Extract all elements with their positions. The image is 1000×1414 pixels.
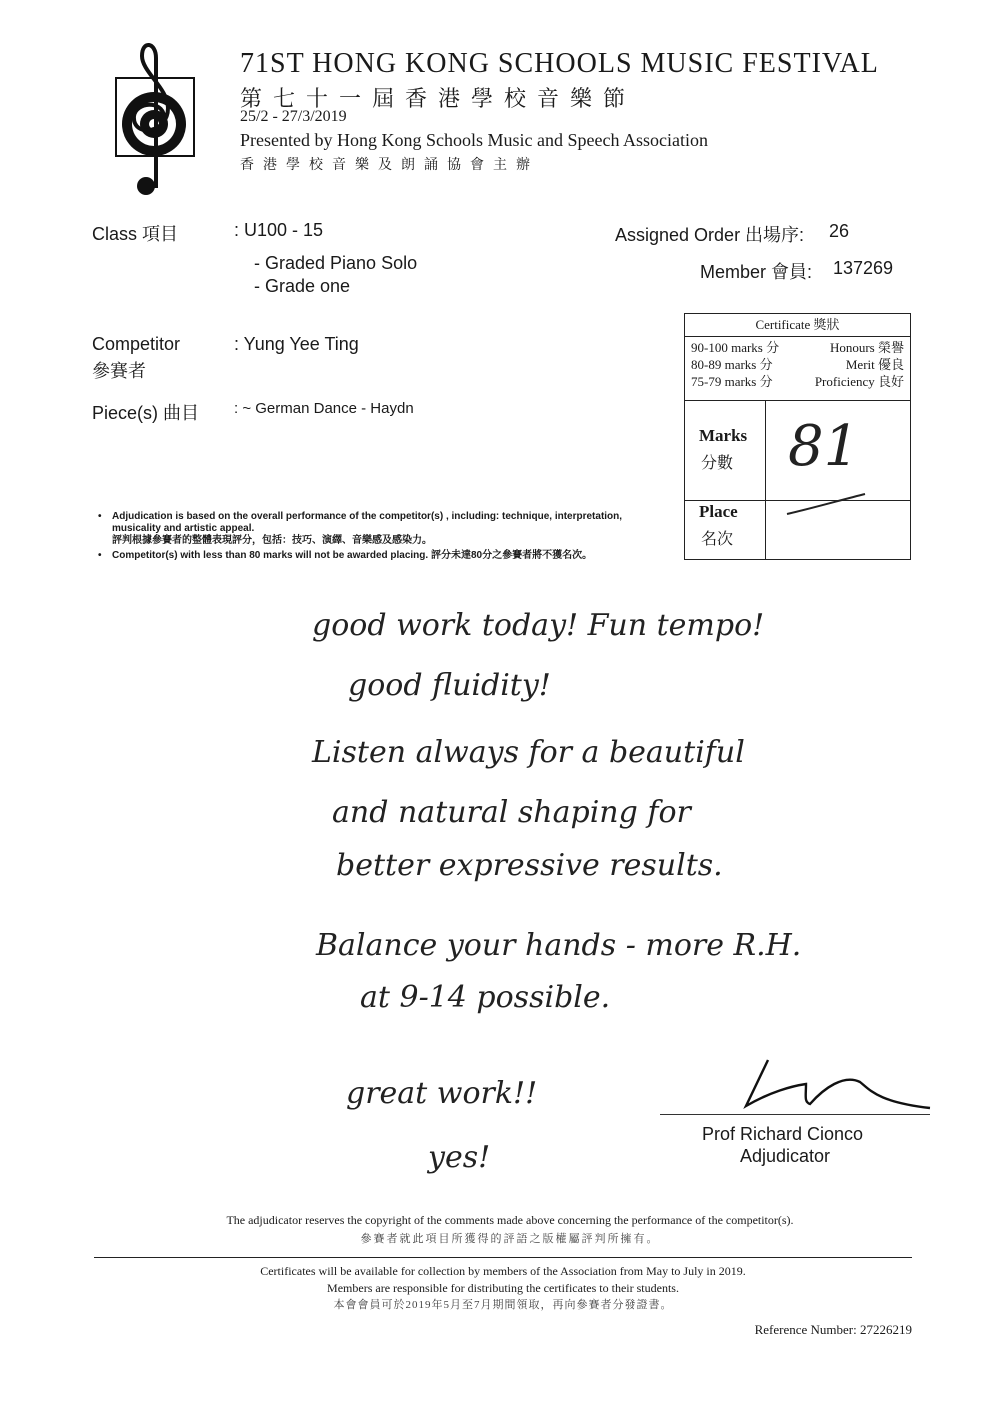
comment-line: Balance your hands - more R.H. — [316, 928, 802, 963]
certificate-range: 90-100 marks 分 — [691, 340, 780, 355]
footer-copyright-zh: 參賽者就此項目所獲得的評語之版權屬評判所擁有。 — [360, 1233, 660, 1245]
reference-number: Reference Number: 27226219 — [754, 1322, 912, 1337]
member-value: 137269 — [833, 258, 894, 278]
comment-line: Listen always for a beautiful — [312, 735, 745, 770]
pieces-label: Piece(s) 曲目 — [92, 403, 200, 423]
place-label: Place — [699, 502, 738, 521]
festival-title: 71ST HONG KONG SCHOOLS MUSIC FESTIVAL — [240, 48, 879, 79]
certificate-award: Proficiency 良好 — [814, 374, 904, 389]
certificate-column-divider — [765, 400, 766, 559]
note-text: Adjudication is based on the overall performance of the competitor(s) , including: technique, interpretation, musicality and artistic appeal. — [112, 511, 623, 534]
festival-logo — [112, 38, 196, 198]
adjudication-notes — [98, 511, 668, 562]
certificate-title: Certificate 獎狀 — [685, 314, 910, 337]
class-detail-1: - Graded Piano Solo — [254, 253, 418, 273]
comment-line: better expressive results. — [336, 848, 723, 883]
footer-collection-note: Certificates will be available for collection by members of the Association from May to July in 2019. — [260, 1264, 746, 1278]
festival-title-zh: 第七十一屆香港學校音樂節 — [240, 86, 637, 111]
comment-line: great work!! — [346, 1076, 538, 1111]
certificate-award: Merit 優良 — [845, 357, 904, 372]
comment-line: yes! — [428, 1140, 491, 1175]
festival-presenter-zh: 香港學校音樂及朗誦協會主辦 — [240, 158, 539, 173]
marks-label-zh: 分數 — [701, 455, 734, 472]
competitor-label: Competitor — [92, 334, 181, 354]
bullet-icon: • — [98, 550, 102, 561]
comment-line: and natural shaping for — [332, 795, 691, 830]
order-label: Assigned Order 出場序: — [615, 225, 805, 245]
certificate-row — [691, 356, 904, 373]
note-item — [98, 511, 668, 547]
festival-dates: 25/2 - 27/3/2019 — [240, 108, 347, 125]
note-text: Competitor(s) with less than 80 marks will not be awarded placing. 評分未達80分之參賽者將不獲名次。 — [112, 550, 593, 561]
certificate-box — [684, 313, 911, 560]
footer-divider — [94, 1257, 912, 1258]
adjudicator-signature — [740, 1052, 940, 1122]
certificate-divider — [685, 400, 910, 401]
comment-line: at 9-14 possible. — [360, 980, 611, 1015]
competitor-label-zh: 參賽者 — [92, 361, 146, 381]
class-value: : U100 - 15 — [234, 220, 324, 240]
place-label-zh: 名次 — [701, 531, 734, 548]
note-text-zh: 評判根據參賽者的整體表現評分，包括：技巧、演繹、音樂感及感染力。 — [112, 535, 432, 546]
adjudicator-role: Adjudicator — [740, 1146, 831, 1166]
comment-line: good fluidity! — [348, 668, 551, 703]
footer-collection-note: Members are responsible for distributing the certificates to their students. — [327, 1281, 679, 1295]
festival-presenter: Presented by Hong Kong Schools Music and Speech Association — [240, 130, 708, 150]
pieces-value: : ~ German Dance - Haydn — [234, 400, 414, 417]
class-detail-2: - Grade one — [254, 276, 351, 296]
adjudicator-name: Prof Richard Cionco — [702, 1124, 864, 1144]
signature-line — [660, 1114, 930, 1115]
marks-value: 81 — [788, 414, 860, 479]
class-label: Class 項目 — [92, 224, 179, 244]
order-value: 26 — [829, 221, 850, 241]
comment-line: good work today! Fun tempo! — [312, 608, 765, 643]
certificate-range: 80-89 marks 分 — [691, 357, 773, 372]
place-dash-mark — [783, 490, 869, 520]
member-label: Member 會員: — [700, 262, 813, 282]
footer-collection-note-zh: 本會會員可於2019年5月至7月期間領取，再向參賽者分發證書。 — [333, 1299, 673, 1311]
certificate-award: Honours 榮譽 — [829, 340, 904, 355]
competitor-value: : Yung Yee Ting — [234, 334, 359, 354]
footer-copyright: The adjudicator reserves the copyright of the comments made above concerning the performance of the competitor(s). — [226, 1213, 794, 1227]
marks-label: Marks — [699, 426, 748, 445]
note-item — [98, 550, 668, 562]
certificate-range: 75-79 marks 分 — [691, 374, 773, 389]
certificate-row — [691, 339, 904, 356]
certificate-row — [691, 373, 904, 390]
bullet-icon: • — [98, 511, 102, 522]
